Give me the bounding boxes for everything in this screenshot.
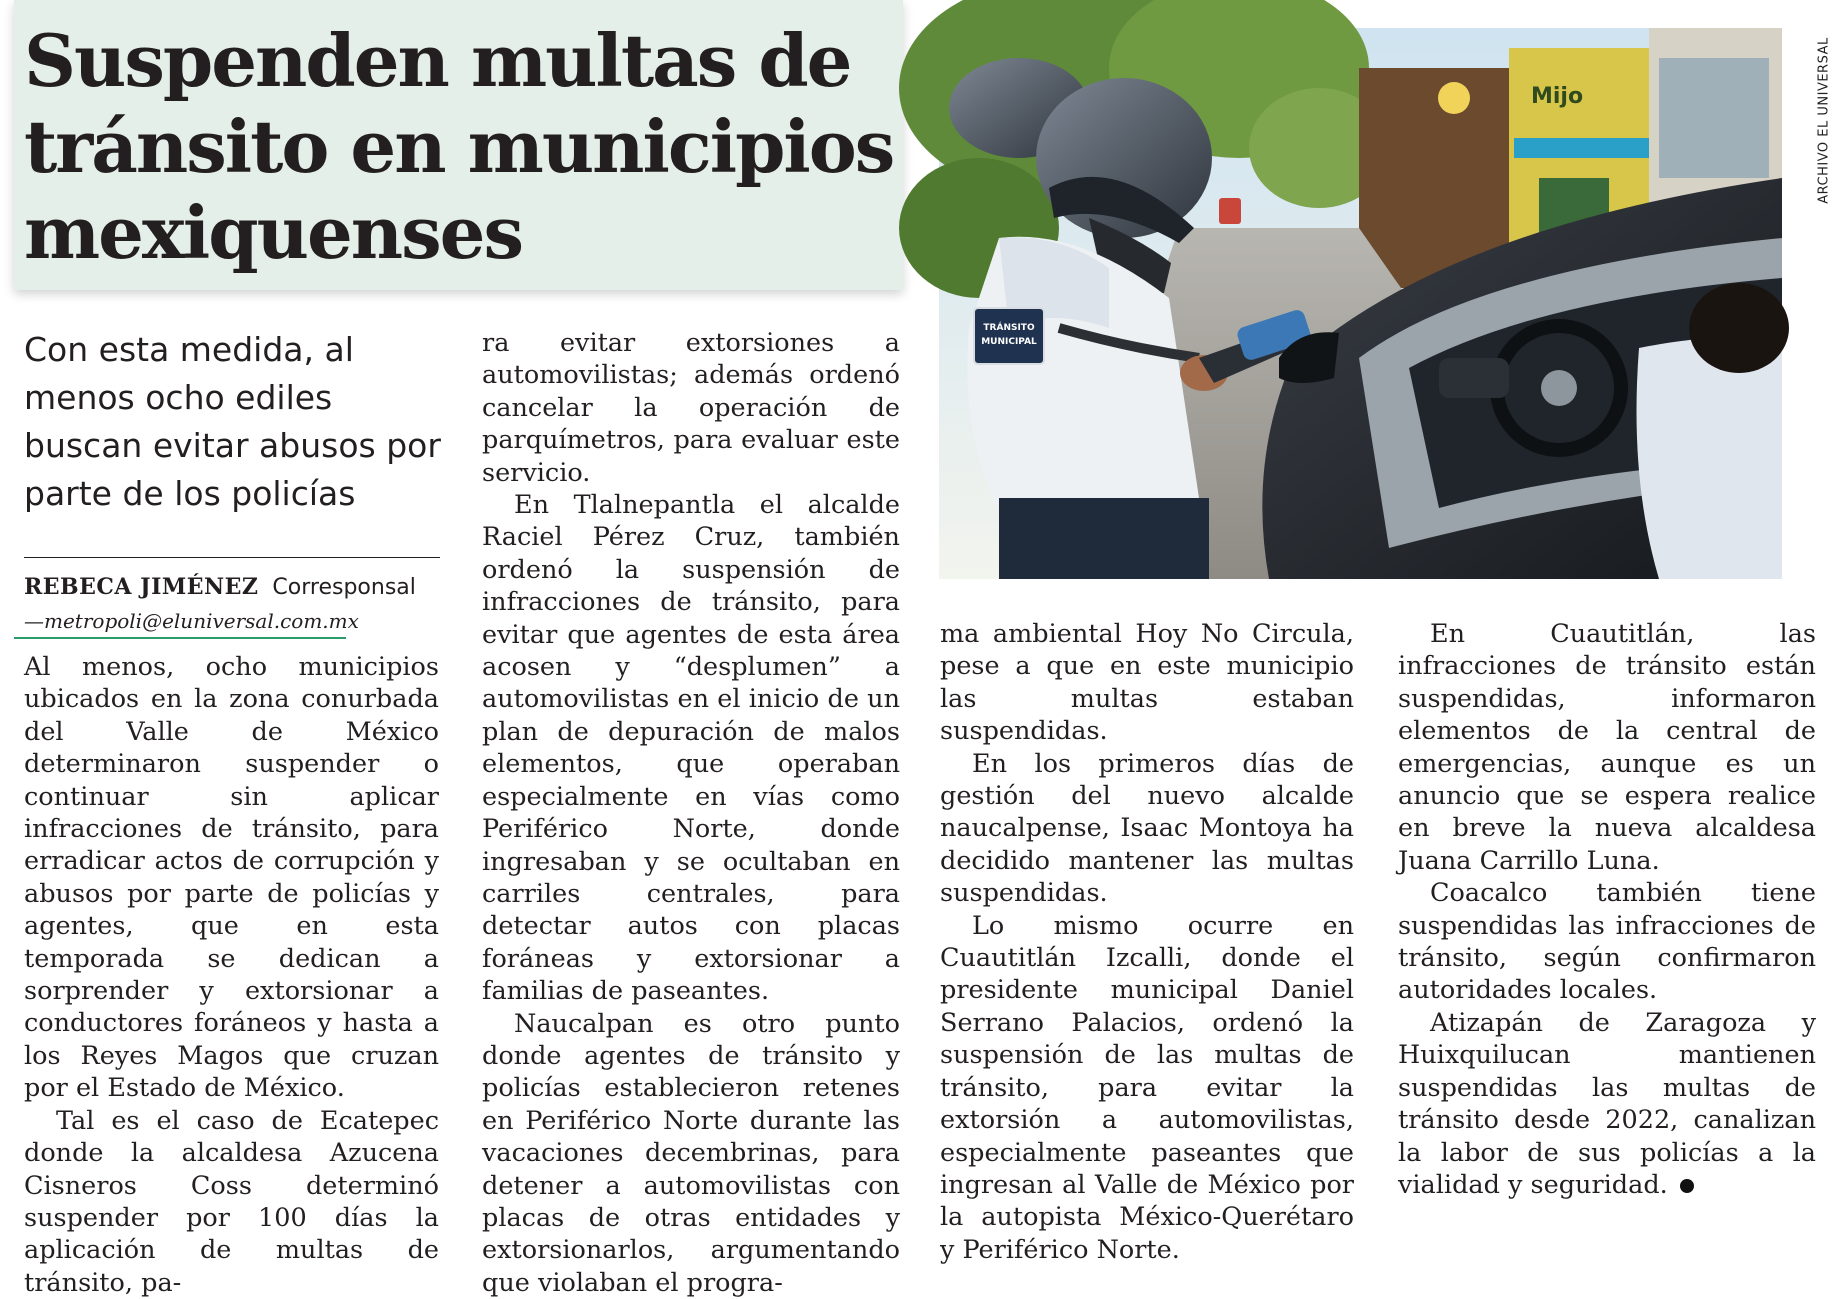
headline xyxy=(24,18,904,276)
paragraph xyxy=(1398,1007,1816,1201)
article-column-3 xyxy=(940,618,1354,1266)
article-column-1 xyxy=(24,651,439,1299)
author-email[interactable]: —metropoli@eluniversal.com.mx xyxy=(24,609,359,633)
news-photo xyxy=(939,28,1782,579)
paragraph: Tal es el caso de Ecatepec donde la alcaldesa Azucena Cisneros Coss determinó suspender por 100 días la aplicación de multas de tránsito, pa- xyxy=(24,1105,439,1298)
headline-line-2: tránsito en municipios xyxy=(24,104,894,189)
paragraph: Lo mismo ocurre en Cuautitlán Izcalli, donde el presidente municipal Daniel Serrano Palacios, ordenó la suspensión de las multas de tránsito, para evitar la extorsión a automovilistas, especialmente paseantes que ingresan al Valle de México por la autopista México-Querétaro y Periférico Norte. xyxy=(940,910,1354,1265)
headline-line-3: mexiquenses xyxy=(24,190,522,275)
deck-subheadline: Con esta medida, al menos ocho ediles buscan evitar abusos por parte de los policías xyxy=(24,330,441,513)
storefront-sign: Mijo xyxy=(1531,84,1584,109)
article-column-4 xyxy=(1398,618,1816,1201)
article-column-2 xyxy=(482,327,900,1299)
headline-line-1: Suspenden multas de xyxy=(24,18,851,103)
paragraph: Naucalpan es otro punto donde agentes de tránsito y policías establecieron retenes en Periférico Norte durante las vacaciones decembrinas, para detener a automovilistas con placas de otras entidades y extorsionarlos, argumentando que violaban el progra- xyxy=(482,1008,900,1298)
end-of-article-mark xyxy=(1680,1179,1694,1193)
byline-divider xyxy=(24,557,440,558)
byline xyxy=(24,570,464,605)
vest-label-line-1: TRÁNSITO xyxy=(983,323,1035,333)
vest-label-line-2: MUNICIPAL xyxy=(981,337,1037,347)
paragraph: En Cuautitlán, las infracciones de tránsito están suspendidas, informaron elementos de la central de emergencias, aunque es un anuncio que se espera realice en breve la nueva alcaldesa Juana Carrillo Luna. xyxy=(1398,619,1816,876)
paragraph: En Tlalnepantla el alcalde Raciel Pérez Cruz, también ordenó la suspensión de infracciones de tránsito, para evitar que agentes de esta área acosen y “desplumen” a automovilistas en el inicio de un plan de depuración de malos elementos, que operaban especialmente en vías como Periférico Norte, donde ingresaban y se ocultaban en carriles centrales, para detectar autos con placas foráneas y extorsionar a familias de paseantes. xyxy=(482,490,900,1007)
author-role: Corresponsal xyxy=(272,575,416,600)
paragraph: ra evitar extorsiones a automovilistas; además ordenó cancelar la operación de parquímetros, para evaluar este servicio. xyxy=(482,328,900,488)
paragraph: En los primeros días de gestión del nuevo alcalde naucalpense, Isaac Montoya ha decidido mantener las multas suspendidas. xyxy=(940,748,1354,909)
email-underline xyxy=(14,637,346,639)
photo-credit-text: ARCHIVO EL UNIVERSAL xyxy=(1816,36,1832,204)
paragraph-text: Atizapán de Zaragoza y Huixquilucan mantienen suspendidas las multas de tránsito desde 2022, canalizan la labor de sus policías a la vialidad y seguridad. xyxy=(1398,1007,1816,1200)
paragraph: ma ambiental Hoy No Circula, pese a que en este municipio las multas estaban suspendidas. xyxy=(940,619,1354,747)
paragraph: Al menos, ocho municipios ubicados en la zona conurbada del Valle de México determinaron suspender o continuar sin aplicar infracciones de tránsito, para erradicar actos de corrupción y abusos por parte de policías y agentes, que en esta temporada se dedican a sorprender y extorsionar a conductores foráneos y hasta a los Reyes Magos que cruzan por el Estado de México. xyxy=(24,652,439,1104)
paragraph: Coacalco también tiene suspendidas las infracciones de tránsito, según confirmaron autoridades locales. xyxy=(1398,878,1816,1006)
author-name: REBECA JIMÉNEZ xyxy=(24,574,259,600)
photo-illustration xyxy=(939,28,1782,579)
photo-credit xyxy=(1810,30,1838,210)
